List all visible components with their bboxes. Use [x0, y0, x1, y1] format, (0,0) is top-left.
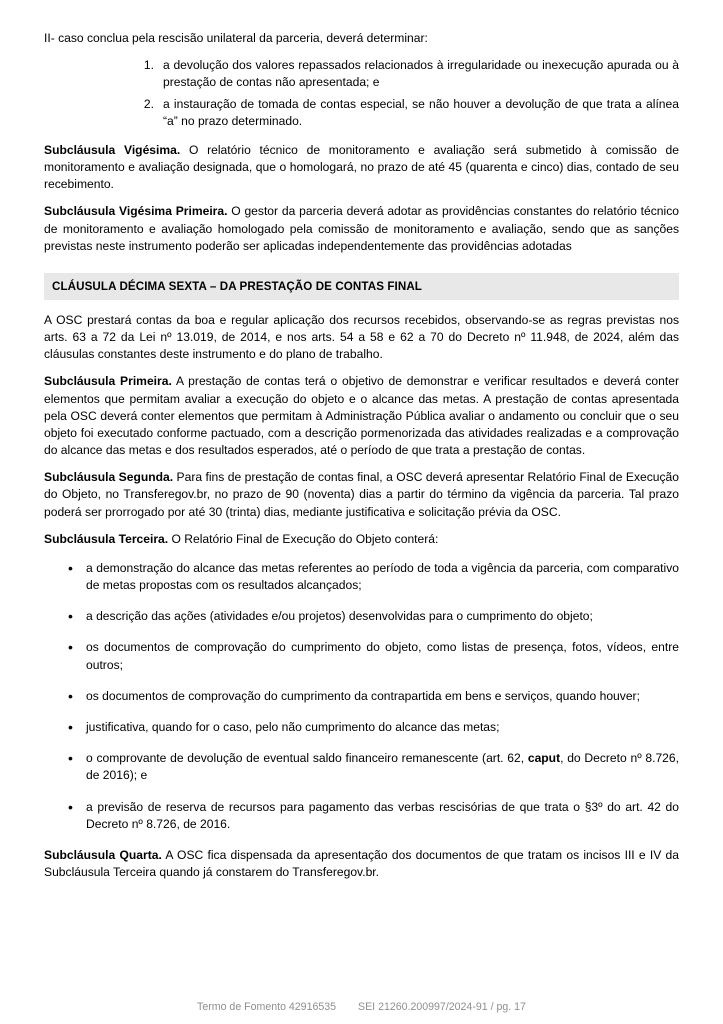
subclause-label: Subcláusula Segunda. — [44, 470, 174, 485]
list-item — [44, 96, 679, 130]
intro-paragraph: II- caso conclua pela rescisão unilateral da parceria, deverá determinar: — [44, 31, 428, 45]
subclause-text: O relatório técnico de monitoramento e avaliação será submetido à comissão de monitoramento e avaliação designada, que o homologará, no prazo de até 45 (quarenta e cinco) dias, contado de seu recebimento. — [44, 142, 679, 192]
list-item-text: a instauração de tomada de contas especial, se não houver a devolução de que trata a alínea “a” no prazo determinado. — [163, 96, 679, 128]
list-item-text: a devolução dos valores repassados relacionados à irregularidade ou inexecução apurada ou à prestação de contas não apresentada; e — [163, 58, 679, 90]
list-item-text-tail: , do Decreto nº 8.726, de 2016); e — [86, 751, 679, 783]
subclause-label: Subcláusula Quarta. — [44, 847, 162, 862]
list-item — [44, 799, 679, 833]
list-item-text: a demonstração do alcance das metas referentes ao período de toda a vigência da parceria, com comparativo de metas propostas com os resultados alcançados; — [86, 560, 679, 593]
list-item-text: justificativa, quando for o caso, pelo não cumprimento do alcance das metas; — [86, 719, 500, 734]
list-item-marker: 2. — [143, 96, 154, 111]
list-item-text: o comprovante de devolução de eventual saldo financeiro remanescente (art. 62, — [86, 751, 528, 766]
subclause-label: Subcláusula Primeira. — [44, 374, 172, 389]
subclause-vigesima — [44, 142, 679, 194]
bullet-icon: • — [68, 750, 73, 767]
list-item-marker: 1. — [143, 58, 154, 73]
subclause-text: Para fins de prestação de contas final, a OSC deverá apresentar Relatório Final de Execução do Objeto, no Transferegov.br, no prazo de 90 (noventa) dias a partir do término da vigência da parceria. Tal prazo poderá ser prorrogado por até 30 (trinta) dias, mediante justificativa e solicitação prévia da OSC. — [44, 470, 679, 519]
page-footer — [0, 1001, 723, 1013]
subclause-primeira — [44, 373, 679, 459]
subclause-text: A prestação de contas terá o objetivo de demonstrar e verificar resultados e deverá conter elementos que permitam avaliar a execução do objeto e o alcance das metas. A prestação de contas apresentada pela OSC deverá conter elementos que permitam à Administração Pública avaliar o andamento ou concluir que o seu objeto foi executado conforme pactuado, com a descrição pormenorizada das atividades realizadas e a comprovação do alcance das metas e dos resultados esperados, até o período de que trata a prestação de contas. — [44, 374, 679, 458]
bullet-icon: • — [68, 608, 73, 625]
list-item-text: os documentos de comprovação do cumprimento da contrapartida em bens e serviços, quando houver; — [86, 688, 640, 703]
bullet-icon: • — [68, 559, 73, 576]
list-item-text: a descrição das ações (atividades e/ou projetos) desenvolvidas para o cumprimento do objeto; — [86, 609, 593, 624]
list-item — [44, 639, 679, 673]
subclause-segunda — [44, 469, 679, 521]
footer-left-text: Termo de Fomento 42916535 — [197, 1001, 337, 1013]
list-item-text: os documentos de comprovação do cumprimento do objeto, como listas de presença, fotos, vídeos, entre outros; — [86, 640, 679, 672]
subclause-text: O Relatório Final de Execução do Objeto conterá: — [168, 531, 439, 546]
subclause-label: Subcláusula Vigésima Primeira. — [44, 204, 228, 219]
subclause-quarta — [44, 847, 679, 881]
list-item — [44, 688, 679, 705]
bullet-icon: • — [68, 718, 73, 735]
bullet-icon: • — [68, 798, 73, 815]
subclause-text: O gestor da parceria deverá adotar as providências constantes do relatório técnico de monitoramento e avaliação homologado pela comissão de monitoramento e avaliação, sendo que as sanções previstas neste instrumento poderão ser aplicadas independentemente das providências adotadas — [44, 204, 679, 253]
list-item — [44, 560, 679, 594]
list-item — [44, 719, 679, 736]
subclause-text: A OSC fica dispensada da apresentação dos documentos de que tratam os incisos III e IV da Subcláusula Terceira quando já constarem do Transferegov.br. — [44, 847, 679, 880]
subclause-label: Subcláusula Vigésima. — [44, 142, 181, 157]
bullet-icon: • — [68, 639, 73, 656]
bullet-list — [44, 560, 679, 833]
list-item-text: a previsão de reserva de recursos para pagamento das verbas rescisórias de que trata o §3º do art. 42 do Decreto nº 8.726, de 2016. — [86, 799, 679, 831]
list-item — [44, 57, 679, 91]
section-heading: CLÁUSULA DÉCIMA SEXTA – DA PRESTAÇÃO DE CONTAS FINAL — [44, 273, 679, 300]
subclause-label: Subcláusula Terceira. — [44, 531, 169, 546]
subclause-terceira — [44, 531, 679, 548]
numbered-list — [44, 57, 679, 130]
footer-right-text: SEI 21260.200997/2024-91 / pg. 17 — [358, 1001, 526, 1013]
list-item-emphasis: caput — [527, 751, 561, 766]
section-intro-paragraph: A OSC prestará contas da boa e regular aplicação dos recursos recebidos, observando-se as regras previstas nos arts. 63 a 72 da Lei nº 13.019, de 2014, e nos arts. 54 a 58 e 62 a 70 do Decreto nº 11.948, de 2024, além das cláusulas constantes deste instrumento e do plano de trabalho. — [44, 312, 679, 362]
bullet-icon: • — [68, 687, 73, 704]
subclause-vigesima-primeira — [44, 203, 679, 255]
list-item — [44, 750, 679, 784]
list-item — [44, 608, 679, 625]
